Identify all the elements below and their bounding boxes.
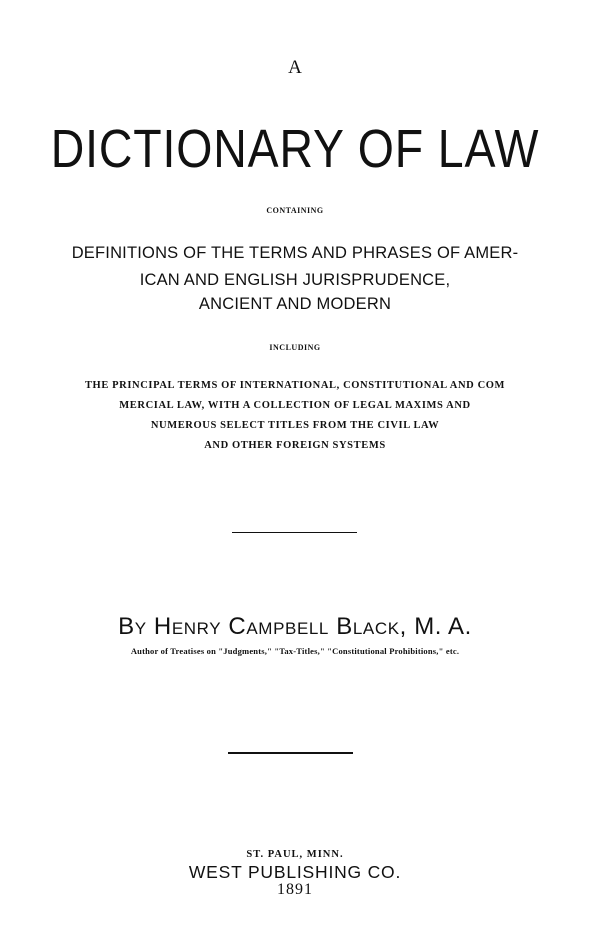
including-line-4: AND OTHER FOREIGN SYSTEMS bbox=[204, 440, 386, 451]
publisher-place: ST. PAUL, MINN. bbox=[246, 849, 344, 860]
definitions-line-3: ANCIENT AND MODERN bbox=[198, 295, 392, 313]
divider-rule-top bbox=[232, 532, 357, 533]
including-line-3: NUMEROUS SELECT TITLES FROM THE CIVIL LAW bbox=[150, 420, 440, 431]
including-label: INCLUDING bbox=[269, 343, 321, 352]
publication-year: 1891 bbox=[277, 881, 313, 898]
divider-rule-bottom bbox=[228, 752, 353, 754]
including-line-1: THE PRINCIPAL TERMS OF INTERNATIONAL, CONSTITUTIONAL AND COM bbox=[84, 380, 506, 391]
containing-label: CONTAINING bbox=[266, 206, 324, 215]
author-byline: By Henry Campbell Black, M. A. bbox=[118, 613, 472, 640]
definitions-line-2: ICAN AND ENGLISH JURISPRUDENCE, bbox=[139, 271, 451, 289]
including-line-2: MERCIAL LAW, WITH A COLLECTION OF LEGAL MAXIMS AND bbox=[119, 400, 471, 411]
definitions-line-1: DEFINITIONS OF THE TERMS AND PHRASES OF AMER- bbox=[71, 244, 519, 262]
main-title: DICTIONARY OF LAW bbox=[50, 119, 540, 179]
title-article: A bbox=[288, 57, 302, 78]
publisher-name: WEST PUBLISHING CO. bbox=[188, 862, 402, 882]
author-works: Author of Treatises on "Judgments," "Tax-Titles," "Constitutional Prohibitions," etc. bbox=[130, 646, 460, 656]
